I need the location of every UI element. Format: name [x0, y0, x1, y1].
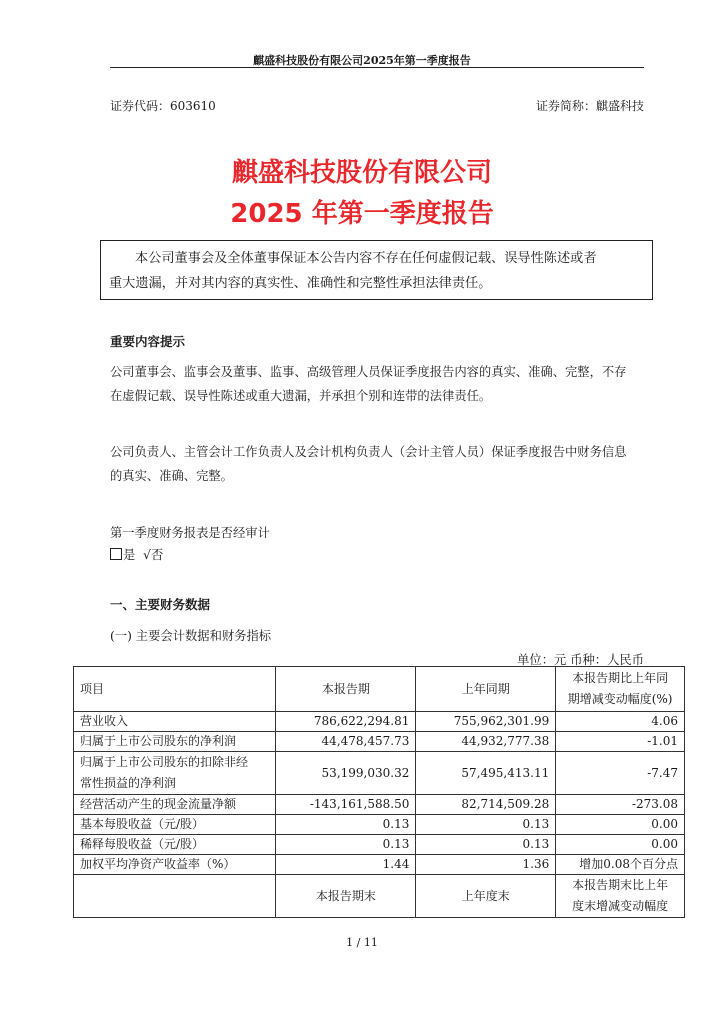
important-para-2 — [110, 440, 650, 488]
table-row — [74, 752, 685, 795]
row-item: 稀释每股收益（元/股） — [74, 835, 276, 855]
para-2-line-1: 公司负责人、主管会计工作负责人及会计机构负责人（会计主管人员）保证季度报告中财务信息 — [110, 445, 627, 459]
notice-line-2: 重大遗漏，并对其内容的真实性、准确性和完整性承担法律责任。 — [109, 276, 492, 291]
header-change — [556, 667, 685, 712]
header-change-line-2: 期增减变动幅度(%) — [567, 692, 673, 706]
row-prior: 0.13 — [416, 815, 556, 835]
table-header-row — [74, 667, 685, 712]
row-change: -273.08 — [556, 795, 685, 815]
subheader-change — [556, 875, 685, 918]
row-current: 1.44 — [276, 855, 416, 875]
row-change: -7.47 — [556, 752, 685, 795]
subheader-change-line-2: 度末增减变动幅度 — [572, 899, 669, 913]
header-prior: 上年同期 — [416, 667, 556, 712]
row-change: 0.00 — [556, 835, 685, 855]
row-prior: 1.36 — [416, 855, 556, 875]
row-item-line-2: 常性损益的净利润 — [80, 776, 177, 790]
row-prior: 57,495,413.11 — [416, 752, 556, 795]
table-row — [74, 855, 685, 875]
row-current: -143,161,588.50 — [276, 795, 416, 815]
row-current: 53,199,030.32 — [276, 752, 416, 795]
financial-table — [73, 666, 685, 918]
row-change: 4.06 — [556, 712, 685, 732]
header-current: 本报告期 — [276, 667, 416, 712]
row-item-line-1: 归属于上市公司股东的扣除非经 — [80, 755, 249, 769]
para-1-line-2: 在虚假记载、误导性陈述或重大遗漏，并承担个别和连带的法律责任。 — [110, 389, 492, 403]
row-prior: 82,714,509.28 — [416, 795, 556, 815]
header-rule — [110, 67, 644, 68]
row-item: 经营活动产生的现金流量净额 — [74, 795, 276, 815]
row-item: 营业收入 — [74, 712, 276, 732]
important-heading: 重要内容提示 — [110, 334, 186, 349]
table-row — [74, 732, 685, 752]
audit-no: √否 — [143, 548, 164, 562]
header-item: 项目 — [74, 667, 276, 712]
section-1-heading: 一、主要财务数据 — [110, 597, 211, 612]
audit-yes: 是 — [123, 548, 136, 562]
important-para-1 — [110, 360, 650, 408]
table-row — [74, 815, 685, 835]
subheader-period-end: 本报告期末 — [276, 875, 416, 918]
row-current: 44,478,457.73 — [276, 732, 416, 752]
row-current: 0.13 — [276, 815, 416, 835]
row-change: 增加0.08个百分点 — [556, 855, 685, 875]
stock-codes — [110, 97, 644, 114]
subheader-change-line-1: 本报告期末比上年 — [572, 878, 669, 892]
unit-currency: 单位：元 币种：人民币 — [517, 653, 644, 667]
stock-abbreviation: 证券简称：麒盛科技 — [535, 99, 644, 113]
running-header: 麒盛科技股份有限公司2025年第一季度报告 — [253, 54, 471, 67]
row-current: 786,622,294.81 — [276, 712, 416, 732]
table-row — [74, 712, 685, 732]
notice-line-1: 本公司董事会及全体董事保证本公告内容不存在任何虚假记载、误导性陈述或者 — [135, 251, 597, 266]
audit-question: 第一季度财务报表是否经审计 — [110, 526, 270, 540]
row-change: -1.01 — [556, 732, 685, 752]
table-subheader-row — [74, 875, 685, 918]
header-change-line-1: 本报告期比上年同 — [572, 671, 669, 685]
table-row — [74, 835, 685, 855]
row-item: 加权平均净资产收益率（%） — [74, 855, 276, 875]
checkbox-icon — [110, 548, 122, 560]
row-prior: 0.13 — [416, 835, 556, 855]
row-item: 归属于上市公司股东的净利润 — [74, 732, 276, 752]
audit-options — [110, 545, 163, 563]
company-title: 麒盛科技股份有限公司 — [231, 158, 492, 188]
subheader-blank — [74, 875, 276, 918]
row-item: 基本每股收益（元/股） — [74, 815, 276, 835]
para-2-line-2: 的真实、准确、完整。 — [110, 469, 233, 483]
subheader-year-end: 上年度末 — [416, 875, 556, 918]
report-title: 2025 年第一季度报告 — [230, 199, 494, 229]
table-row — [74, 795, 685, 815]
para-1-line-1: 公司董事会、监事会及董事、监事、高级管理人员保证季度报告内容的真实、准确、完整，不存 — [110, 365, 627, 379]
row-item — [74, 752, 276, 795]
row-prior: 44,932,777.38 — [416, 732, 556, 752]
stock-code: 证券代码：603610 — [110, 99, 216, 113]
row-current: 0.13 — [276, 835, 416, 855]
page-number: 1 / 11 — [346, 936, 378, 949]
board-notice-box — [100, 240, 653, 300]
row-change: 0.00 — [556, 815, 685, 835]
section-1-subheading: (一) 主要会计数据和财务指标 — [110, 629, 272, 643]
row-prior: 755,962,301.99 — [416, 712, 556, 732]
